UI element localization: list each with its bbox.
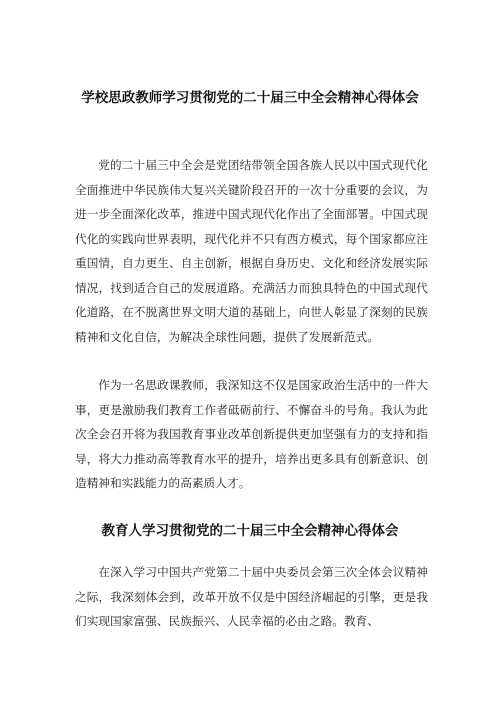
paragraph: 党的二十届三中全会是党团结带领全国各族人民以中国式现代化全面推进中华民族伟大复兴关键阶段召开的一次十分重要的会议，为进一步全面深化改革，推进中国式现代化作出了全面部署。中国式现代化的实践向世界表明，现代化并不只有西方模式，每个国家都应注重国情，自力更生、自主创新，根据自身历史、文化和经济发展实际情况，找到适合自己的发展道路。充满活力而独具特色的中国式现代化道路，在不脱离世界文明大道的基础上，向世人彰显了深刻的民族精神和文化自信，为解决全球性问题，提供了发展新范式。 (75, 158, 428, 344)
paragraph: 在深入学习中国共产党第二十届中央委员会第三次全体会议精神之际，我深刻体会到，改革开放不仅是中国经济崛起的引擎，更是我们实现国家富强、民族振兴、人民幸福的必由之路。教育、 (75, 565, 428, 628)
document-title: 学校思政教师学习贯彻党的二十届三中全会精神心得体会 (81, 90, 419, 106)
paragraph: 作为一名思政课教师，我深知这不仅是国家政治生活中的一件大事，更是激励我们教育工作者砥砺前行、不懈奋斗的号角。我认为此次全会召开将为我国教育事业改革创新提供更加坚强有力的支持和指导，将大力推动高等教育水平的提升，培养出更多具有创新意识、创造精神和实践能力的高素质人才。 (75, 378, 428, 490)
section-title: 教育人学习贯彻党的二十届三中全会精神心得体会 (101, 523, 399, 539)
